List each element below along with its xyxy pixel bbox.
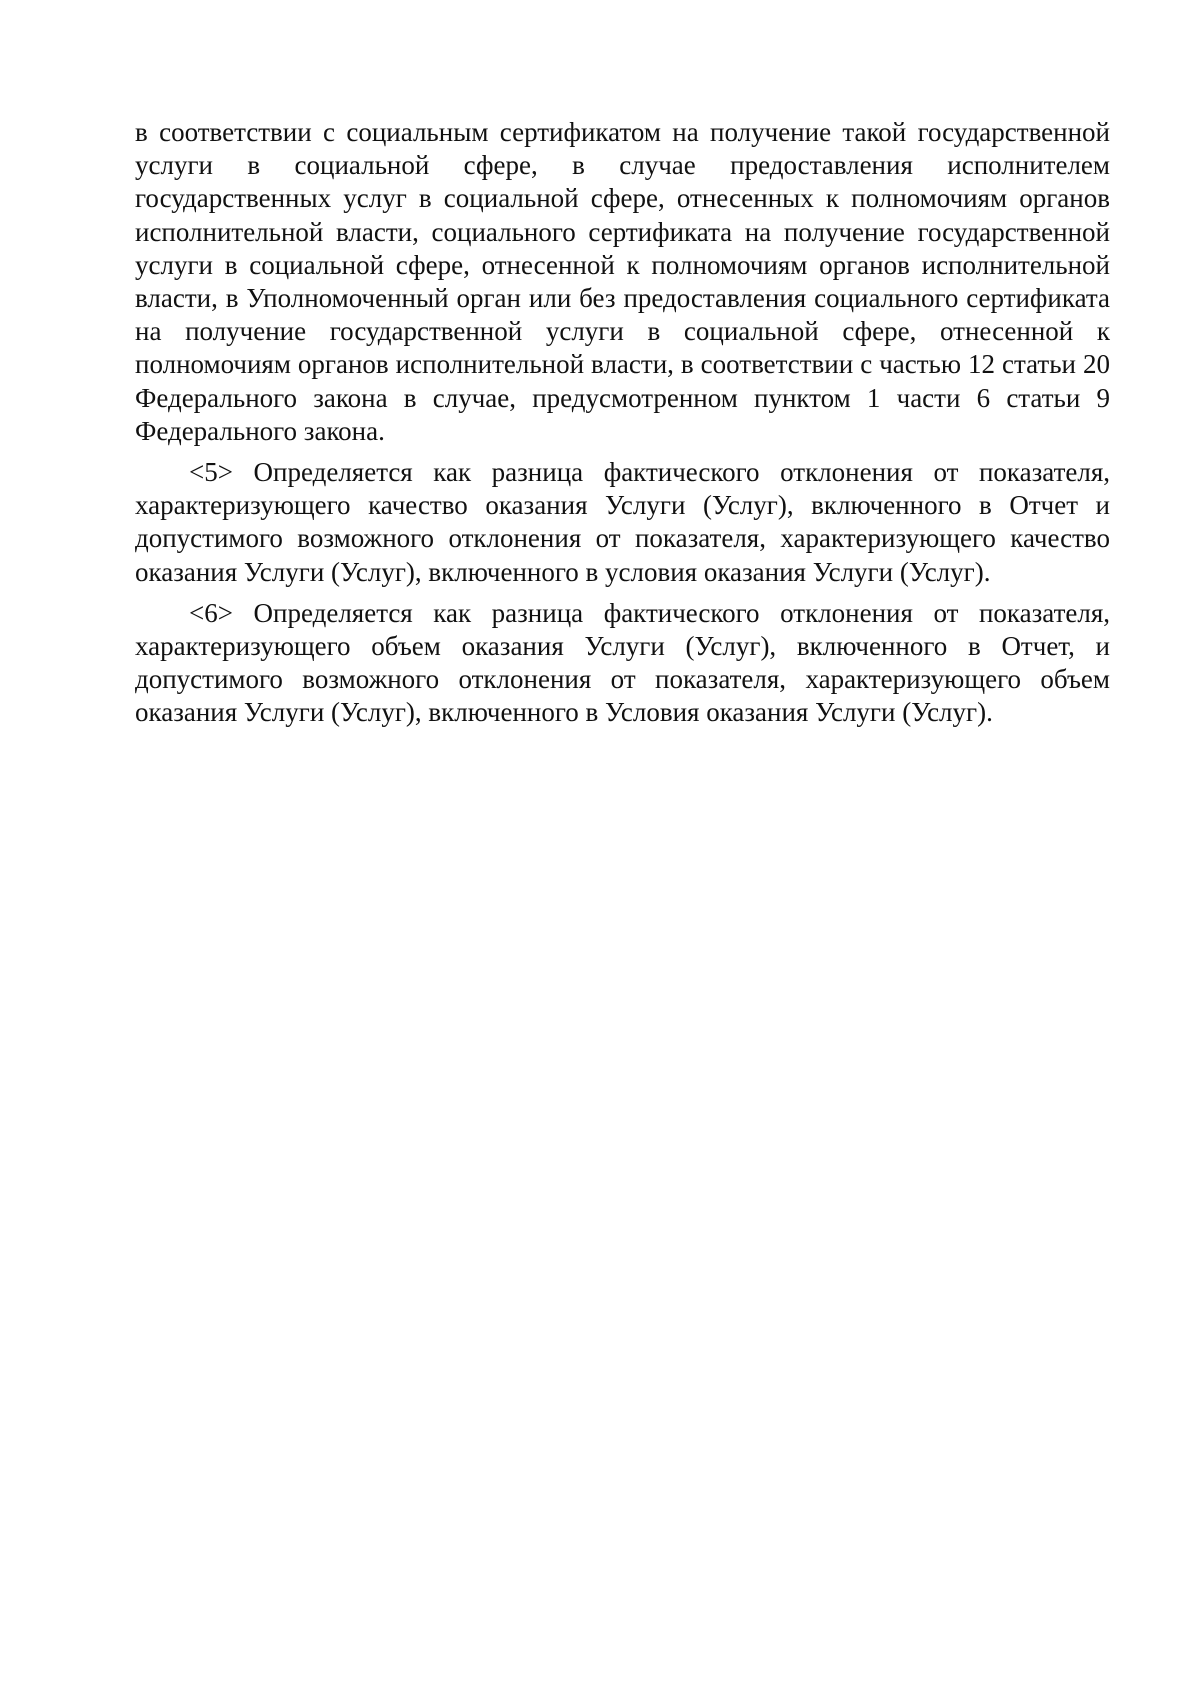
- footnote-6-paragraph: <6> Определяется как разница фактического отклонения от показателя, характеризующего объем оказания Услуги (Услуг), включенного в Отчет, и допустимого возможного отклонения от показателя, характеризующего объем оказания Услуги (Услуг), включенного в Условия оказания Услуги (Услуг).: [135, 597, 1110, 728]
- document-body: [135, 116, 1110, 730]
- footnote-5-paragraph: <5> Определяется как разница фактического отклонения от показателя, характеризующего качество оказания Услуги (Услуг), включенного в Отчет и допустимого возможного отклонения от показателя, характеризующего качество оказания Услуги (Услуг), включенного в условия оказания Услуги (Услуг).: [135, 457, 1110, 587]
- paragraph-continued-text: в соответствии с социальным сертификатом на получение такой государственной услуги в социальной сфере, в случае предоставления исполнителем государственных услуг в социальной сфере, отнесенных к полномочиям органов исполнительной власти, социального сертификата на получение государственной услуги в социальной сфере, отнесенной к полномочиям органов исполнительной власти, в Уполномоченный орган или без предоставления социального сертификата на получение государственной услуги в социальной сфере, отнесенной к полномочиям органов исполнительной власти, в соответствии с частью 12 статьи 20 Федерального закона в случае, предусмотренном пунктом 1 части 6 статьи 9 Федерального закона.: [135, 117, 1110, 446]
